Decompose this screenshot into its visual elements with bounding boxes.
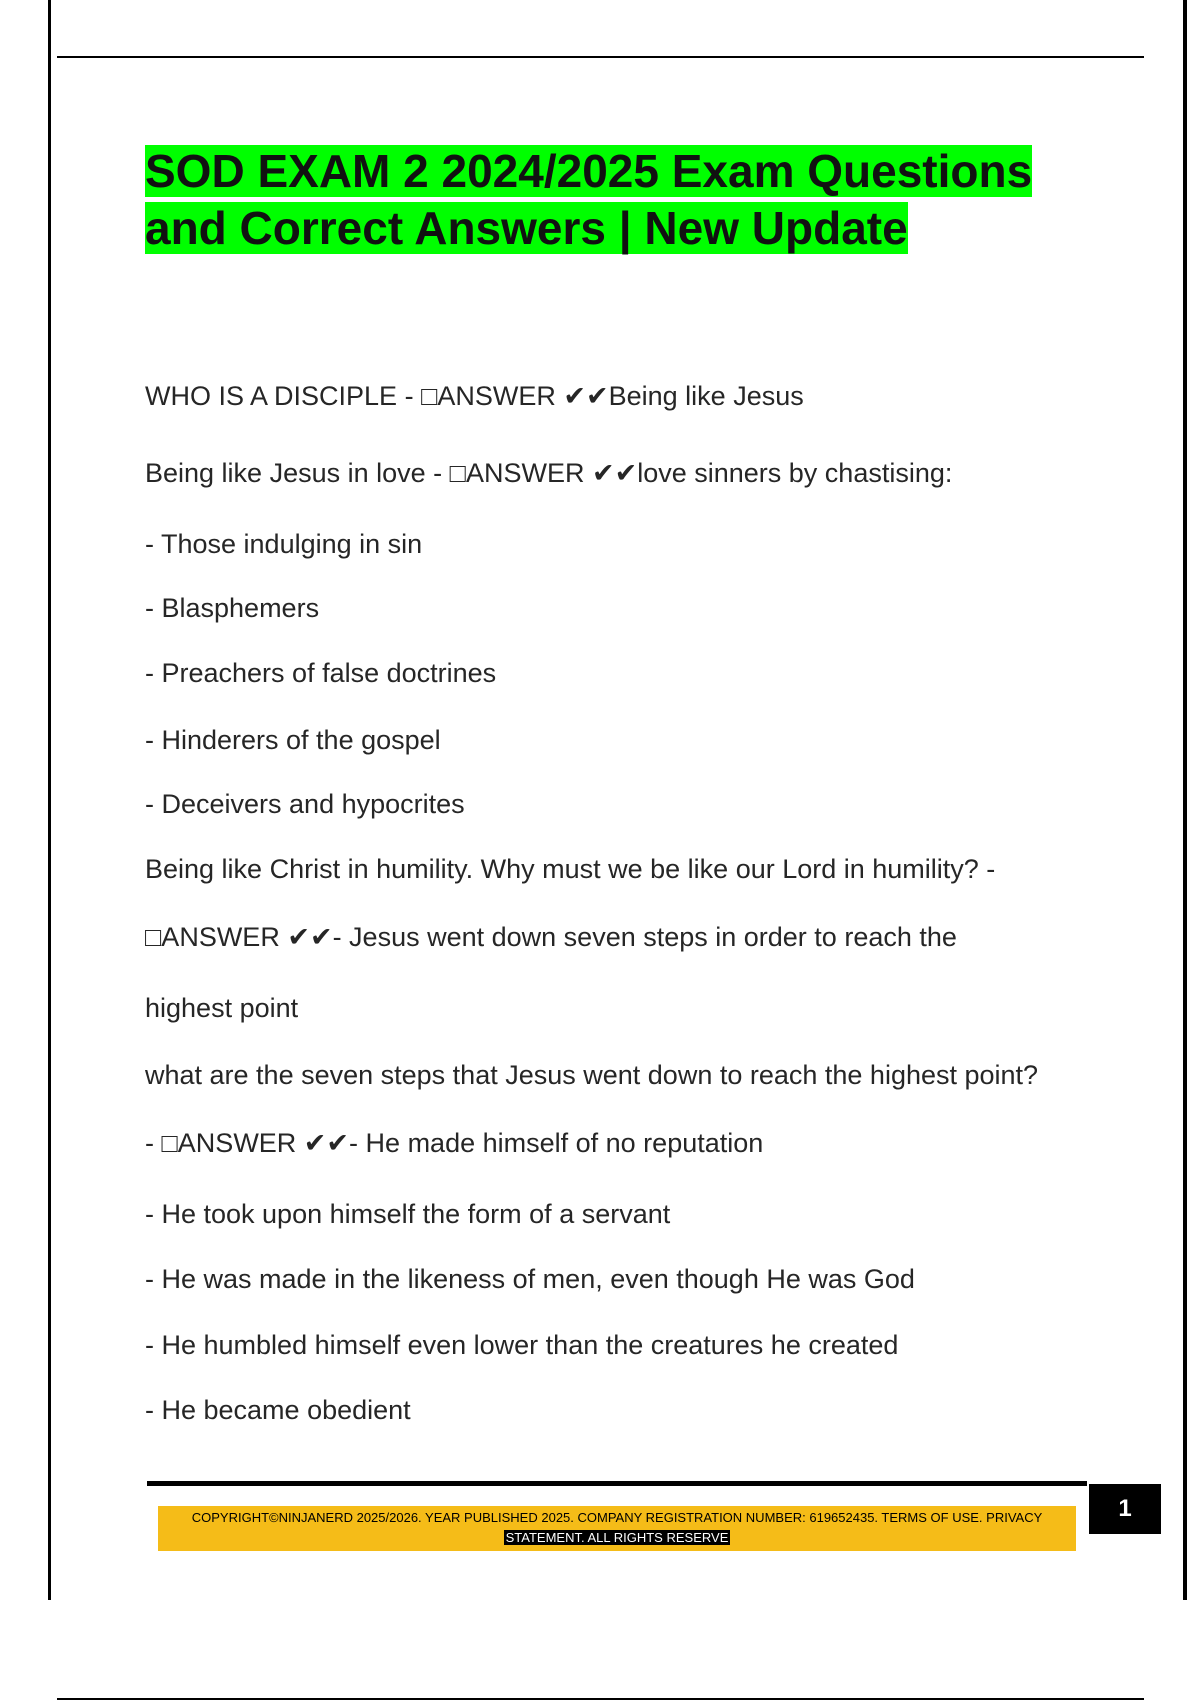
body-line: highest point: [145, 993, 299, 1023]
body-line: Being like Christ in humility. Why must we be like our Lord in humility? -: [145, 854, 996, 884]
document-title: [145, 143, 1085, 257]
body-line: - □ANSWER ✔✔- He made himself of no reputation: [145, 1128, 764, 1158]
body-line: what are the seven steps that Jesus went down to reach the highest point?: [145, 1060, 1039, 1090]
page-number: 1: [1089, 1484, 1161, 1534]
body-line: - Preachers of false doctrines: [145, 658, 497, 688]
body-line: WHO IS A DISCIPLE - □ANSWER ✔✔Being like Jesus: [145, 381, 804, 411]
body-line: Being like Jesus in love - □ANSWER ✔✔love sinners by chastising:: [145, 458, 953, 488]
copyright-line-1: COPYRIGHT©NINJANERD 2025/2026. YEAR PUBLISHED 2025. COMPANY REGISTRATION NUMBER: 619652435. TERMS OF USE. PRIVACY: [191, 1510, 1043, 1525]
title-line-1: SOD EXAM 2 2024/2025 Exam Questions: [145, 145, 1033, 197]
title-line-2: and Correct Answers | New Update: [145, 202, 908, 254]
copyright-band: [158, 1506, 1076, 1551]
body-line: - Blasphemers: [145, 593, 320, 623]
body-line: - He humbled himself even lower than the creatures he created: [145, 1330, 899, 1360]
body-line: - He became obedient: [145, 1395, 411, 1425]
body-line: - He was made in the likeness of men, even though He was God: [145, 1264, 915, 1294]
body-line: - He took upon himself the form of a servant: [145, 1199, 671, 1229]
copyright-line-2: STATEMENT. ALL RIGHTS RESERVE: [505, 1530, 729, 1545]
body-line: - Those indulging in sin: [145, 529, 423, 559]
body-line: - Hinderers of the gospel: [145, 725, 441, 755]
body-line: - Deceivers and hypocrites: [145, 789, 465, 819]
footer-rule: [147, 1481, 1087, 1486]
page-border-right: [1183, 0, 1187, 1600]
header-rule: [57, 56, 1144, 58]
page-border-left: [48, 0, 51, 1600]
body-line: □ANSWER ✔✔- Jesus went down seven steps in order to reach the: [145, 922, 957, 952]
